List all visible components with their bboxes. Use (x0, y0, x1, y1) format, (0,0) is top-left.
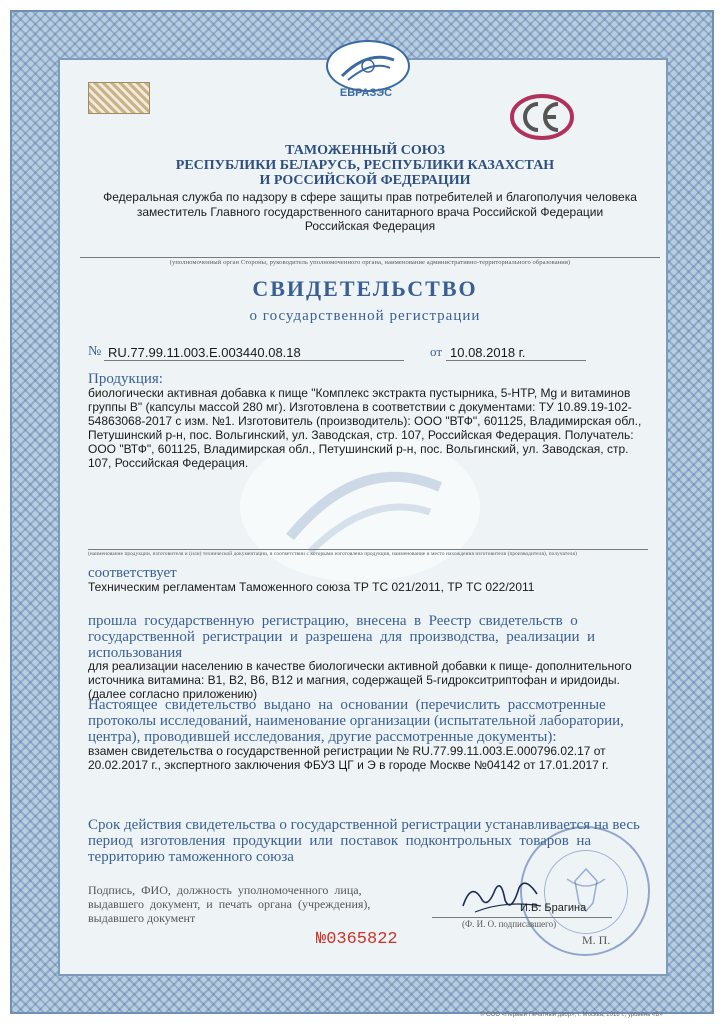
product-line: биологически активная добавка к пище "Комплекс экстракта пустырника, 5-HTP, Mg и витаминов (88, 386, 631, 400)
basis-doc-line: взамен свидетельства о государственной регистрации № RU.77.99.11.003.Е.000796.02.17 от (88, 744, 606, 758)
basis-doc-line: 20.02.2017 г., экспертного заключения ФБУЗ ЦГ и Э в городе Москве №04142 от 17.01.2017 г. (88, 758, 609, 772)
product-caption: (наименование продукции, изготовителя и (или) технической документации, в соответствии с которыми изготовлена продукция, наименование и место нахождения изготовителя (производителя), получателя) (88, 551, 577, 557)
certificate-subtitle: о государственной регистрации (249, 308, 481, 324)
form-number: №0365822 (316, 930, 398, 949)
validity-line: Срок действия свидетельства о государственной регистрации устанавливается на весь (88, 817, 640, 833)
logo-emblem-icon (326, 40, 410, 92)
divider (446, 360, 586, 361)
signature-instruction: выдавшего документ, и печать органа (учреждения), (88, 897, 371, 911)
use-line: источника витамина: В1, В2, В6, В12 и магния, содержащей 5-гидрокситриптофан и иридоиды. (88, 673, 620, 687)
product-line: группы В" (капсулы массой 280 мг). Изготовлена в соответствии с документами: ТУ 10.89.19-102- (88, 400, 632, 414)
union-title-line2: РЕСПУБЛИКИ БЕЛАРУСЬ, РЕСПУБЛИКИ КАЗАХСТАН (175, 158, 555, 173)
divider (104, 360, 404, 361)
signatory-name: И.В. Брагина (520, 902, 587, 914)
product-line: Петушинский р-н, пос. Вольгинский, ул. Заводская, стр. 107, Российская Федерация. Получатель: (88, 428, 634, 442)
authority-line3: Российская Федерация (304, 219, 436, 233)
certificate-number: RU.77.99.11.003.Е.003440.08.18 (108, 345, 301, 360)
use-line: (далее согласно приложению) (88, 687, 258, 701)
divider (432, 917, 612, 918)
signature-instruction: Подпись, ФИО, должность уполномоченного лица, (88, 883, 362, 897)
divider (80, 257, 660, 258)
seal-emblem-icon (544, 850, 628, 934)
basis-line: центра), проводившей исследования, другие рассмотренные документы): (88, 729, 557, 745)
compliance-text: Техническим регламентам Таможенного союза ТР ТС 021/2011, ТР ТС 022/2011 (88, 580, 535, 594)
signature-instruction: выдавшего документ (88, 911, 196, 925)
use-line: для реализации населению в качестве биологически активной добавки к пище- дополнительного (88, 659, 632, 673)
product-label: Продукция: (88, 371, 163, 387)
basis-line: Настоящее свидетельство выдано на основании (перечислить рассмотренные (88, 697, 606, 713)
union-title-line1: ТАМОЖЕННЫЙ СОЮЗ (285, 143, 445, 158)
product-line: 54863068-2017 с изм. №1. Изготовитель (производитель): ООО "ВТФ", 601125, Владимирская обл., (88, 414, 642, 428)
registration-line: использования (88, 645, 183, 661)
certificate-date: 10.08.2018 г. (450, 345, 526, 360)
seal-place-mark: М. П. (582, 933, 611, 947)
union-title-line3: И РОССИЙСКОЙ ФЕДЕРАЦИИ (259, 173, 471, 188)
date-prefix: от (430, 344, 443, 359)
validity-line: территорию таможенного союза (88, 849, 294, 865)
authority-line1: Федеральная служба по надзору в сфере защиты прав потребителей и благополучия человека (103, 190, 637, 204)
validity-line: период изготовления продукции или поставок подконтрольных товаров на (88, 833, 592, 849)
registration-line: государственной регистрации и разрешена для производства, реализации и (88, 629, 596, 645)
compliance-label: соответствует (88, 565, 177, 581)
logo-text: ЕВРАЗЭС (339, 87, 393, 99)
authority-line2: заместитель Главного государственного санитарного врача Российской Федерации (136, 205, 604, 219)
printer-footer: © ООО «Первый Печатный двор», г. Москва, 2018 г., уровень «В» (480, 1012, 663, 1018)
hologram-sticker (88, 82, 150, 114)
certificate-title: СВИДЕТЕЛЬСТВО (252, 276, 478, 301)
registration-line: прошла государственную регистрацию, внесена в Реестр свидетельств о (88, 613, 578, 629)
basis-line: протоколы исследований, наименование организации (испытательной лаборатории, (88, 713, 624, 729)
signatory-caption: (Ф. И. О. подписавшего) (462, 919, 557, 929)
product-line: 107, Российская Федерация. (88, 456, 249, 470)
authority-caption: (уполномоченный орган Стороны, руководитель уполномоченного органа, наименование административно-территориального образования) (169, 259, 571, 266)
eac-conformity-mark-icon (510, 94, 574, 140)
eurasec-logo (322, 40, 410, 102)
product-line: ООО "ВТФ", 601125, Владимирская обл., Петушинский р-н, пос. Вольгинский, ул. Заводская, стр. (88, 442, 629, 456)
divider (88, 549, 648, 550)
number-prefix: № (88, 344, 102, 359)
